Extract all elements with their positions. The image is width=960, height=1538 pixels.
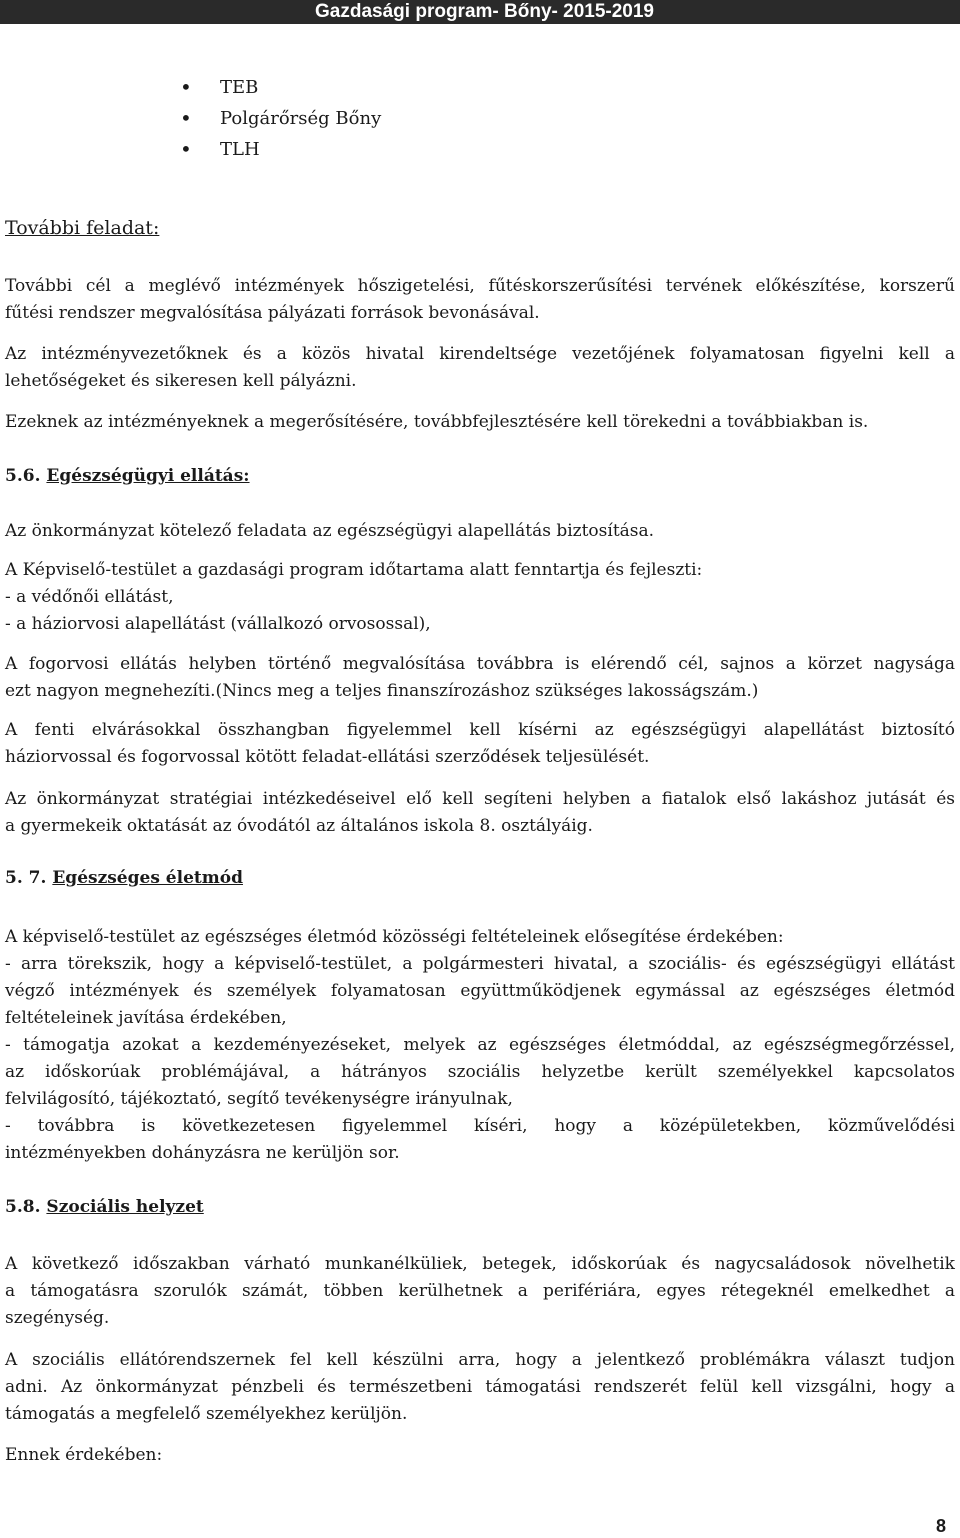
list-item: • TLH bbox=[180, 134, 381, 165]
text-line: intézményekben dohányzásra ne kerüljön sor. bbox=[5, 1143, 400, 1163]
paragraph-10 bbox=[5, 1251, 955, 1332]
text-line: adni. Az önkormányzat pénzbeli és természetbeni támogatási rendszerét felül kell vizsgálni, hogy a bbox=[5, 1377, 955, 1397]
text-line: A fenti elvárásokkal összhangban figyelemmel kell kísérni az egészségügyi alapellátást biztosító bbox=[5, 720, 955, 740]
paragraph-2 bbox=[5, 341, 955, 395]
text-line: végző intézmények és személyek folyamatosan együttműködjenek egymással az egészséges életmód bbox=[5, 981, 955, 1001]
section-number: 5. 7. bbox=[5, 868, 47, 888]
text-line: háziorvossal és fogorvossal kötött feladat-ellátási szerződések teljesülését. bbox=[5, 747, 650, 767]
paragraph-11 bbox=[5, 1347, 955, 1428]
paragraph-7 bbox=[5, 717, 955, 771]
section-title: Egészséges életmód bbox=[52, 868, 243, 888]
section-title: Egészségügyi ellátás: bbox=[46, 466, 250, 486]
page-header bbox=[0, 0, 960, 24]
paragraph-6 bbox=[5, 651, 955, 705]
text-line: Az önkormányzat kötelező feladata az egészségügyi alapellátás biztosítása. bbox=[5, 521, 655, 541]
paragraph-9 bbox=[5, 924, 955, 1167]
paragraph-5 bbox=[5, 557, 955, 638]
text-line: A Képviselő-testület a gazdasági program időtartama alatt fenntartja és fejleszti: bbox=[5, 560, 703, 580]
text-line: Ennek érdekében: bbox=[5, 1445, 163, 1465]
text-line: A képviselő-testület az egészséges életmód közösségi feltételeinek elősegítése érdekében: bbox=[5, 927, 784, 947]
text-line: - támogatja azokat a kezdeményezéseket, melyek az egészséges életmóddal, az egészségmegőrzéssel, bbox=[5, 1035, 955, 1055]
text-line: A következő időszakban várható munkanélküliek, betegek, időskorúak és nagycsaládosok növelhetik bbox=[5, 1254, 955, 1274]
text-line: a gyermekeik oktatását az óvodától az általános iskola 8. osztályáig. bbox=[5, 816, 593, 836]
text-line: Ezeknek az intézményeknek a megerősítésére, továbbfejlesztésére kell törekedni a továbbiakban is. bbox=[5, 412, 869, 432]
page-number: 8 bbox=[935, 1516, 946, 1536]
section-title: Szociális helyzet bbox=[46, 1197, 204, 1217]
list-item: • Polgárőrség Bőny bbox=[180, 103, 381, 134]
section-heading-5-7 bbox=[5, 868, 955, 888]
text-line: - a védőnői ellátást, bbox=[5, 587, 174, 607]
paragraph-3 bbox=[5, 409, 955, 436]
list-item: • TEB bbox=[180, 72, 381, 103]
text-line: ezt nagyon megnehezíti.(Nincs meg a teljes finanszírozáshoz szükséges lakosságszám.) bbox=[5, 681, 759, 701]
text-line: az időskorúak problémájával, a hátrányos szociális helyzetbe került személyekkel kapcsolatos bbox=[5, 1062, 955, 1082]
paragraph-12 bbox=[5, 1442, 955, 1469]
text-line: - arra törekszik, hogy a képviselő-testület, a polgármesteri hivatal, a szociális- és egészségügyi ellátást bbox=[5, 954, 955, 974]
section-number: 5.6. bbox=[5, 466, 41, 486]
text-line: Az intézményvezetőknek és a közös hivatal kirendeltsége vezetőjének folyamatosan figyelni kell a bbox=[5, 344, 955, 364]
text-line: támogatás a megfelelő személyekhez kerüljön. bbox=[5, 1404, 408, 1424]
text-line: - továbbra is következetesen figyelemmel kíséri, hogy a középületekben, közművelődési bbox=[5, 1116, 955, 1136]
text-line: - a háziorvosi alapellátást (vállalkozó orvosossal), bbox=[5, 614, 431, 634]
text-line: A szociális ellátórendszernek fel kell készülni arra, hogy a jelentkező problémákra választ tudjon bbox=[5, 1350, 955, 1370]
paragraph-1 bbox=[5, 273, 955, 327]
text-line: a támogatásra szorulók számát, többen kerülhetnek a perifériára, egyes rétegeknél emelkedhet a bbox=[5, 1281, 955, 1301]
heading-tovabbi-feladat: További feladat: bbox=[5, 217, 160, 239]
text-line: Az önkormányzat stratégiai intézkedéseivel elő kell segíteni helyben a fiatalok első lakáshoz jutását és bbox=[5, 789, 955, 809]
section-heading-5-8 bbox=[5, 1197, 955, 1217]
section-heading-5-6 bbox=[5, 466, 955, 486]
text-line: fűtési rendszer megvalósítása pályázati források bevonásával. bbox=[5, 303, 540, 323]
text-line: felvilágosító, tájékoztató, segítő tevékenységre irányulnak, bbox=[5, 1089, 513, 1109]
text-line: lehetőségeket és sikeresen kell pályázni. bbox=[5, 371, 357, 391]
paragraph-4 bbox=[5, 518, 955, 545]
organization-list bbox=[180, 72, 381, 165]
section-number: 5.8. bbox=[5, 1197, 41, 1217]
text-line: A fogorvosi ellátás helyben történő megvalósítása továbbra is elérendő cél, sajnos a körzet nagysága bbox=[5, 654, 955, 674]
header-title: Gazdasági program- Bőny- 2015-2019 bbox=[315, 1, 654, 22]
paragraph-8 bbox=[5, 786, 955, 840]
text-line: szegénység. bbox=[5, 1308, 110, 1328]
text-line: További cél a meglévő intézmények hőszigetelési, fűtéskorszerűsítési tervének előkészítése, korszerű bbox=[5, 276, 955, 296]
text-line: feltételeinek javítása érdekében, bbox=[5, 1008, 287, 1028]
